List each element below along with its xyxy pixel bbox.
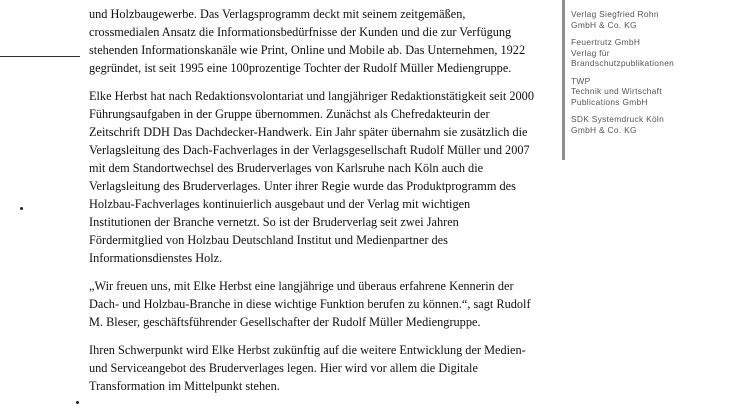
paragraph-quote [89,277,559,331]
sidebar-entry-feuertrutz [571,37,746,69]
paragraph-career [89,87,559,267]
text-line: Zeitschrift DDH Das Dachdecker-Handwerk. Ein Jahr später übernahm sie zusätzlich die [89,125,528,139]
group-companies-sidebar [571,9,746,142]
sidebar-entry-rohn [571,9,746,30]
sidebar-line: Publications GmbH [571,96,648,107]
margin-rule [0,56,80,57]
margin-bullet [20,207,23,210]
text-line: Führungsaufgaben in der Gruppe übernommen. Zunächst als Chefredakteurin der [89,107,490,121]
text-line: Ihren Schwerpunkt wird Elke Herbst zukünftig auf die weitere Entwicklung der Medien- [89,343,526,357]
text-line: crossmedialen Ansatz die Informationsbedürfnisse der Kunden und die zur Verfügung [89,25,512,39]
sidebar-line: TWP [571,75,591,86]
text-line: mit dem Standortwechsel des Bruderverlages von Karlsruhe nach Köln auch die [89,161,484,175]
sidebar-entry-twp [571,76,746,108]
text-line: gegründet, ist seit 1995 eine 100prozentige Tochter der Rudolf Müller Mediengruppe. [89,61,512,75]
sidebar-line: Verlag Siegfried Rohn [571,9,659,19]
text-line: stehenden Informationskanäle wie Print, Online und Mobile ab. Das Unternehmen, 1922 [89,43,526,57]
sidebar-line: GmbH & Co. KG [571,19,637,30]
text-line: und Serviceangebot des Bruderverlages legen. Hier wird vor allem die Digitale [89,361,478,375]
sidebar-line: Verlag für [571,47,610,58]
sidebar-entry-sdk [571,114,746,135]
sidebar-accent-bar [562,0,565,160]
text-line: und Holzbaugewerbe. Das Verlagsprogramm deckt mit seinem zeitgemäßen, [89,7,466,21]
text-line: Informationsdienstes Holz. [89,251,223,265]
text-line: Transformation im Mittelpunkt stehen. [89,379,280,393]
sidebar-line: SDK Systemdruck Köln [571,114,665,124]
article-body [89,5,559,405]
sidebar-line: Brandschutzpublikationen [571,58,675,68]
text-line: Elke Herbst hat nach Redaktionsvolontariat und langjähriger Redaktionstätigkeit seit 2000 [89,89,534,103]
sidebar-line: GmbH & Co. KG [571,124,637,135]
paragraph-publisher-profile [89,5,559,77]
text-line: Institutionen der Branche vernetzt. So ist der Bruderverlag seit zwei Jahren [89,215,459,229]
text-line: „Wir freuen uns, mit Elke Herbst eine langjährige und überaus erfahrene Kennerin der [89,279,514,293]
text-line: M. Bleser, geschäftsführender Gesellschafter der Rudolf Müller Mediengruppe. [89,315,481,329]
sidebar-line: Technik und Wirtschaft [571,86,662,96]
margin-bullet [76,401,79,404]
text-line: Verlagsleitung des Bruderverlages. Unter ihrer Regie wurde das Produktprogramm des [89,179,516,193]
paragraph-focus [89,341,559,395]
text-line: Dach- und Holzbau-Branche in diese wichtige Funktion berufen zu können.“, sagt Rudolf [89,297,531,311]
sidebar-line: Feuertrutz GmbH [571,37,641,47]
text-line: Verlagsleitung des Dach-Fachverlages in der Verlagsgesellschaft Rudolf Müller und 2007 [89,143,530,157]
text-line: Holzbau-Fachverlages kontinuierlich ausgebaut und der Verlag mit wichtigen [89,197,471,211]
text-line: Fördermitglied von Holzbau Deutschland Institut und Medienpartner des [89,233,448,247]
